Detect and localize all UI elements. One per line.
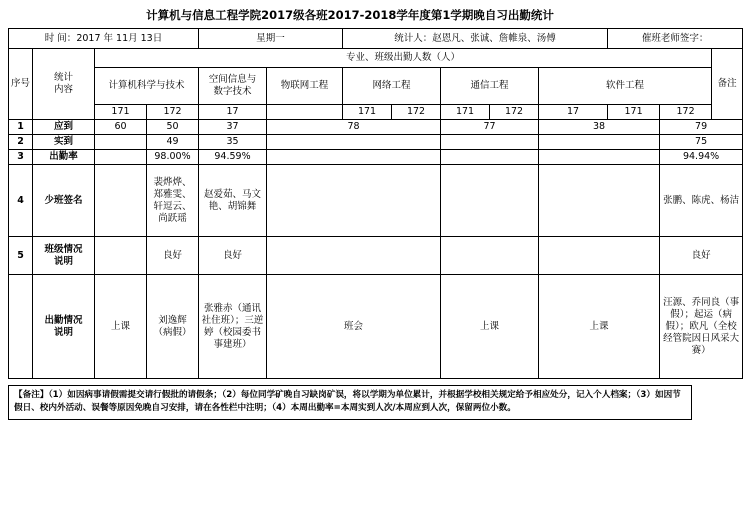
attendance-table bbox=[8, 28, 743, 379]
cell-gis: 35 bbox=[199, 135, 267, 150]
cell-gis: 94.59% bbox=[199, 150, 267, 165]
table-row bbox=[9, 150, 743, 165]
cell-cs172: 裴烨烨、郑雅雯、轩逗云、尚跃瑶 bbox=[147, 165, 199, 237]
table-row bbox=[9, 237, 743, 275]
cell-gis: 赵爱茹、马文艳、胡锦舞 bbox=[199, 165, 267, 237]
cell-gis: 张雅赤（通讯社住班）；三逆婷（校园委书事建班） bbox=[199, 275, 267, 379]
counter-label: 统计人： bbox=[394, 32, 433, 44]
class-cs-171: 171 bbox=[95, 105, 147, 120]
cell-cs172: 50 bbox=[147, 120, 199, 135]
cell-cs171: 上课 bbox=[95, 275, 147, 379]
cell-network: 77 bbox=[441, 120, 539, 135]
cell-software: 汪源、乔同良（事假）；起运（病假）；欧凡（全校经管院因日风采大赛） bbox=[660, 275, 743, 379]
cell-communication bbox=[539, 237, 660, 275]
row-label: 班级情况 说明 bbox=[33, 237, 95, 275]
major-network: 网络工程 bbox=[343, 68, 441, 105]
notes-text: 【备注】（1）如因病事请假需提交请行假批的请假条；（2）每位同学矿晚自习缺岗矿误，将以学期为单位累计，并根据学校相关规定给予相应处分，记入个人档案；（3）如因节假日、校内外活动、误餐等原因免晚自习安排，请在各性栏中注明；（4）本周出勤率=本周实到人次/本周应到人次，保留两位小数。 bbox=[14, 390, 681, 413]
cell-cs171 bbox=[95, 150, 147, 165]
time-value: 2017 年 11月 13日 bbox=[76, 32, 163, 44]
cell-network: 上课 bbox=[441, 275, 539, 379]
cell-network bbox=[441, 150, 539, 165]
table-row bbox=[9, 275, 743, 379]
group-header-row bbox=[9, 49, 743, 68]
cell-iot: 78 bbox=[267, 120, 441, 135]
row-seq bbox=[9, 275, 33, 379]
class-com-171: 171 bbox=[441, 105, 490, 120]
table-row bbox=[9, 135, 743, 150]
cell-network bbox=[441, 237, 539, 275]
page-title: 计算机与信息工程学院2017级各班2017-2018学年度第1学期晚自习出勤统计 bbox=[146, 8, 554, 22]
header-stat-content: 统计 内容 bbox=[33, 49, 95, 120]
major-communication: 通信工程 bbox=[441, 68, 539, 105]
class-net-171: 171 bbox=[343, 105, 392, 120]
cell-network bbox=[441, 165, 539, 237]
class-net-172: 172 bbox=[392, 105, 441, 120]
cell-iot bbox=[267, 237, 441, 275]
row-seq: 4 bbox=[9, 165, 33, 237]
cell-cs171: 60 bbox=[95, 120, 147, 135]
header-remark: 备注 bbox=[712, 49, 743, 120]
cell-iot: 班会 bbox=[267, 275, 441, 379]
cell-cs172: 98.00% bbox=[147, 150, 199, 165]
row-label: 少班签名 bbox=[33, 165, 95, 237]
class-gis-17: 17 bbox=[199, 105, 267, 120]
major-header-row bbox=[9, 68, 743, 105]
class-com-17: 17 bbox=[539, 105, 608, 120]
cell-software: 94.94% bbox=[660, 150, 743, 165]
cell-communication bbox=[539, 165, 660, 237]
cell-cs171 bbox=[95, 135, 147, 150]
counter-value: 赵恩凡、张诚、詹帷泉、汤傅 bbox=[432, 32, 556, 44]
info-bar-row bbox=[9, 29, 743, 49]
class-header-row bbox=[9, 105, 743, 120]
cell-cs172: 49 bbox=[147, 135, 199, 150]
cell-gis: 37 bbox=[199, 120, 267, 135]
class-sw-172: 172 bbox=[660, 105, 712, 120]
class-cs-172: 172 bbox=[147, 105, 199, 120]
cell-communication: 上课 bbox=[539, 275, 660, 379]
major-cs: 计算机科学与技术 bbox=[95, 68, 199, 105]
cell-cs172: 刘逸辉（病假） bbox=[147, 275, 199, 379]
row-label: 出勤情况 说明 bbox=[33, 275, 95, 379]
class-com-172: 172 bbox=[490, 105, 539, 120]
table-row bbox=[9, 120, 743, 135]
cell-iot bbox=[267, 150, 441, 165]
cell-network bbox=[441, 135, 539, 150]
row-seq: 1 bbox=[9, 120, 33, 135]
info-time bbox=[9, 29, 199, 49]
header-group: 专业、班级出勤人数（人） bbox=[95, 49, 712, 68]
row-label: 实到 bbox=[33, 135, 95, 150]
cell-software: 79 bbox=[660, 120, 743, 135]
row-label: 出勤率 bbox=[33, 150, 95, 165]
row-seq: 2 bbox=[9, 135, 33, 150]
info-supervisor: 催班老师签字： bbox=[608, 29, 743, 49]
row-seq: 3 bbox=[9, 150, 33, 165]
cell-software: 张鹏、陈虎、杨洁 bbox=[660, 165, 743, 237]
cell-cs172: 良好 bbox=[147, 237, 199, 275]
cell-cs171 bbox=[95, 237, 147, 275]
cell-communication: 38 bbox=[539, 120, 660, 135]
cell-software: 75 bbox=[660, 135, 743, 150]
major-software: 软件工程 bbox=[539, 68, 712, 105]
cell-gis: 良好 bbox=[199, 237, 267, 275]
notes-block bbox=[8, 385, 692, 420]
major-gis: 空间信息与 数字技术 bbox=[199, 68, 267, 105]
class-iot-blank bbox=[267, 105, 343, 120]
cell-iot bbox=[267, 135, 441, 150]
table-row bbox=[9, 165, 743, 237]
row-seq: 5 bbox=[9, 237, 33, 275]
header-seq: 序号 bbox=[9, 49, 33, 120]
info-counter bbox=[343, 29, 608, 49]
cell-software: 良好 bbox=[660, 237, 743, 275]
cell-communication bbox=[539, 150, 660, 165]
info-weekday: 星期一 bbox=[199, 29, 343, 49]
cell-communication bbox=[539, 135, 660, 150]
major-iot: 物联网工程 bbox=[267, 68, 343, 105]
class-sw-171: 171 bbox=[608, 105, 660, 120]
cell-iot bbox=[267, 165, 441, 237]
cell-cs171 bbox=[95, 165, 147, 237]
row-label: 应到 bbox=[33, 120, 95, 135]
time-label: 时 间： bbox=[44, 32, 77, 44]
